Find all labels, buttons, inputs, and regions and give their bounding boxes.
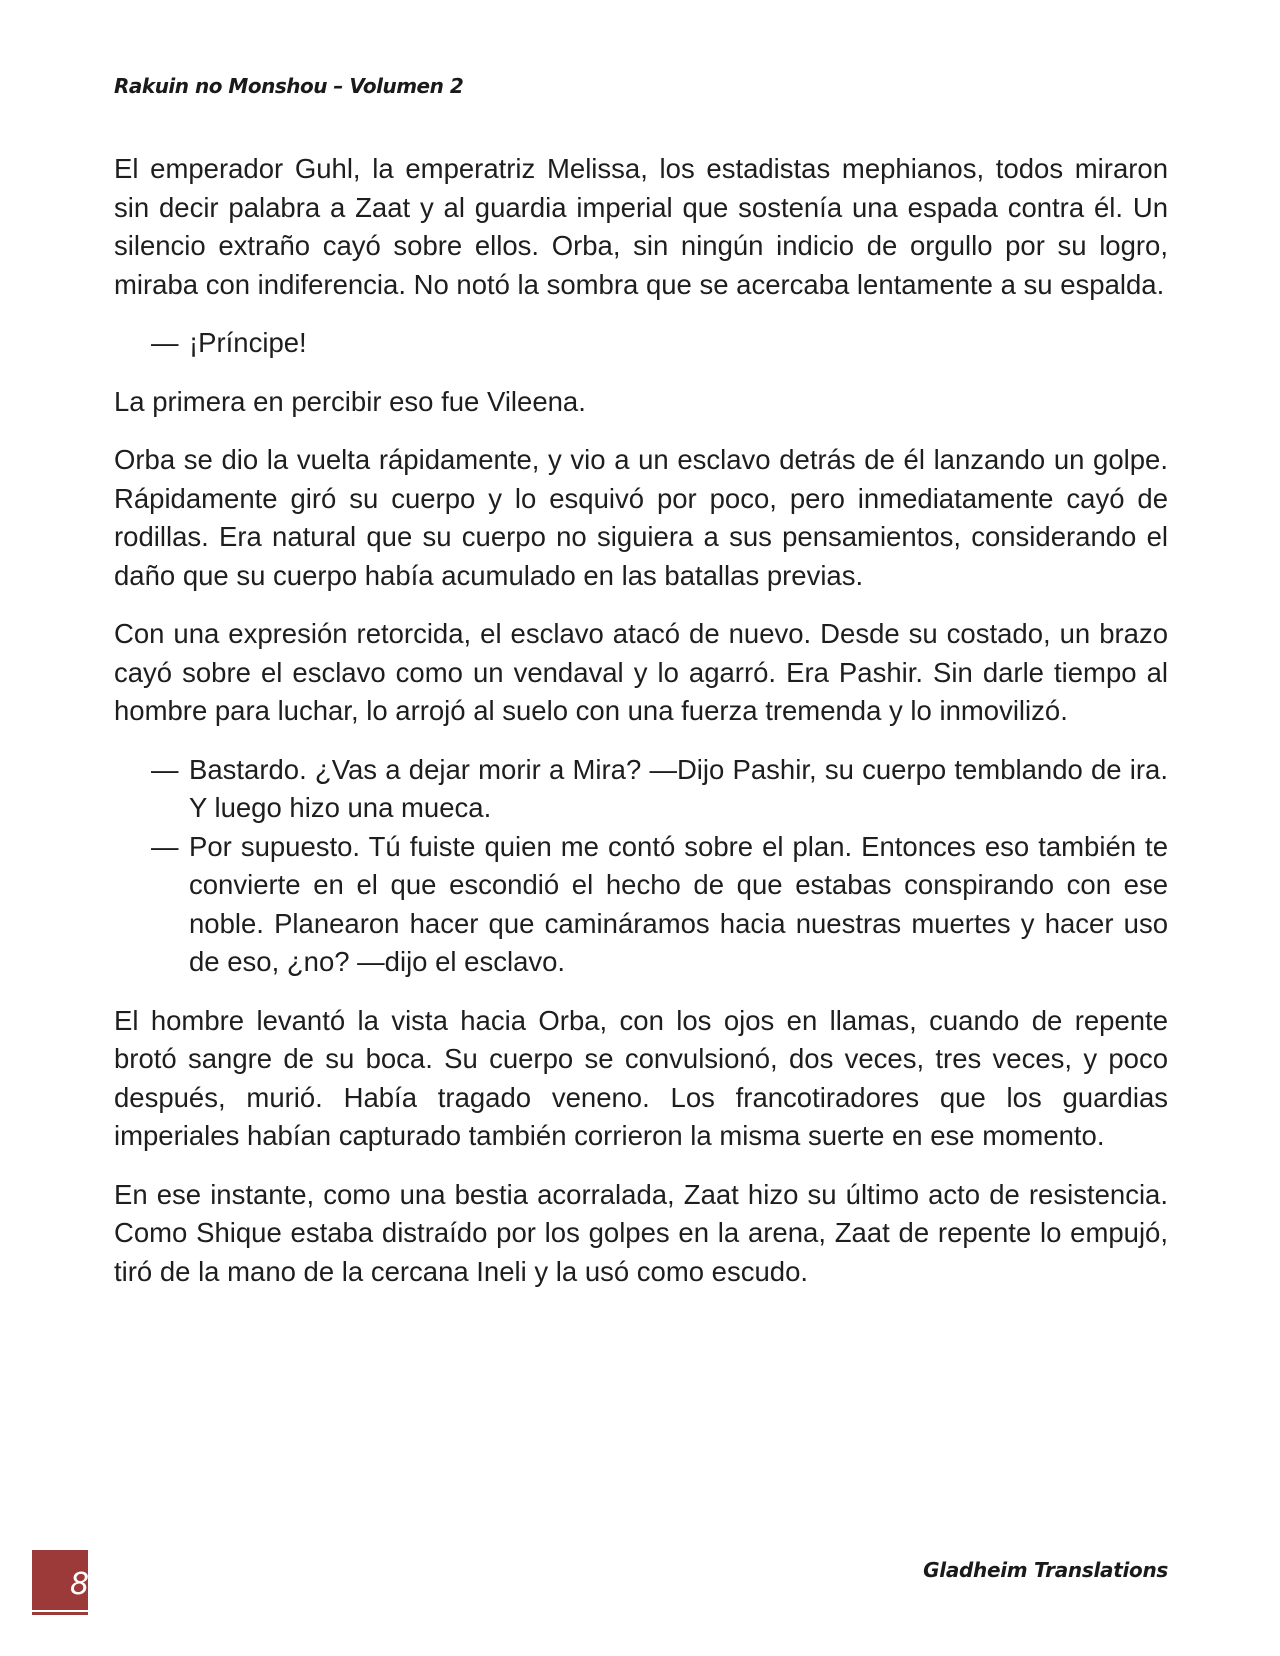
dialogue-text: Bastardo. ¿Vas a dejar morir a Mira? —Dijo Pashir, su cuerpo temblando de ira. Y luego hizo una mueca. [189, 753, 1168, 823]
dialogue-dash: — [151, 327, 179, 358]
paragraph: En ese instante, como una bestia acorralada, Zaat hizo su último acto de resistencia. Como Shique estaba distraído por los golpes en la arena, Zaat de repente lo empujó, tiró de la mano de la cercana Ineli y la usó como escudo. [114, 1178, 1168, 1287]
footer-credit: Gladheim Translations [923, 1558, 1168, 1582]
dialogue-line [114, 324, 1168, 363]
paragraph: Orba se dio la vuelta rápidamente, y vio a un esclavo detrás de él lanzando un golpe. Rápidamente giró su cuerpo y lo esquivó por poco, pero inmediatamente cayó de rodillas. Era natural que su cuerpo no siguiera a sus pensamientos, considerando el daño que su cuerpo había acumulado en las batallas previas. [114, 444, 1168, 591]
page-body [114, 150, 1168, 1311]
dialogue-line [114, 751, 1168, 828]
dialogue-text: ¡Príncipe! [189, 327, 307, 358]
dialogue-dash: — [151, 753, 179, 785]
dialogue-text: Por supuesto. Tú fuiste quien me contó sobre el plan. Entonces eso también te convierte en el que escondió el hecho de que estabas conspirando con ese noble. Planearon hacer que camináramos hacia nuestras muertes y hacer uso de eso, ¿no? —dijo el esclavo. [189, 830, 1168, 977]
running-header-title: Rakuin no Monshou – Volumen 2 [114, 74, 464, 98]
dialogue-block [114, 751, 1168, 982]
page-number: 8 [70, 1567, 90, 1602]
page-number-rule [32, 1612, 88, 1615]
dialogue-line [114, 828, 1168, 982]
paragraph: El hombre levantó la vista hacia Orba, con los ojos en llamas, cuando de repente brotó sangre de su boca. Su cuerpo se convulsionó, dos veces, tres veces, y poco después, murió. Había tragado veneno. Los francotiradores que los guardias imperiales habían capturado también corrieron la misma suerte en ese momento. [114, 1004, 1168, 1151]
paragraph: El emperador Guhl, la emperatriz Melissa, los estadistas mephianos, todos miraron sin decir palabra a Zaat y al guardia imperial que sostenía una espada contra él. Un silencio extraño cayó sobre ellos. Orba, sin ningún indicio de orgullo por su logro, miraba con indiferencia. No notó la sombra que se acercaba lentamente a su espalda. [114, 153, 1168, 300]
paragraph: Con una expresión retorcida, el esclavo atacó de nuevo. Desde su costado, un brazo cayó sobre el esclavo como un vendaval y lo agarró. Era Pashir. Sin darle tiempo al hombre para luchar, lo arrojó al suelo con una fuerza tremenda y lo inmovilizó. [114, 618, 1168, 726]
dialogue-dash: — [151, 830, 179, 862]
dialogue-block [114, 324, 1168, 363]
paragraph: La primera en percibir eso fue Vileena. [114, 385, 586, 417]
